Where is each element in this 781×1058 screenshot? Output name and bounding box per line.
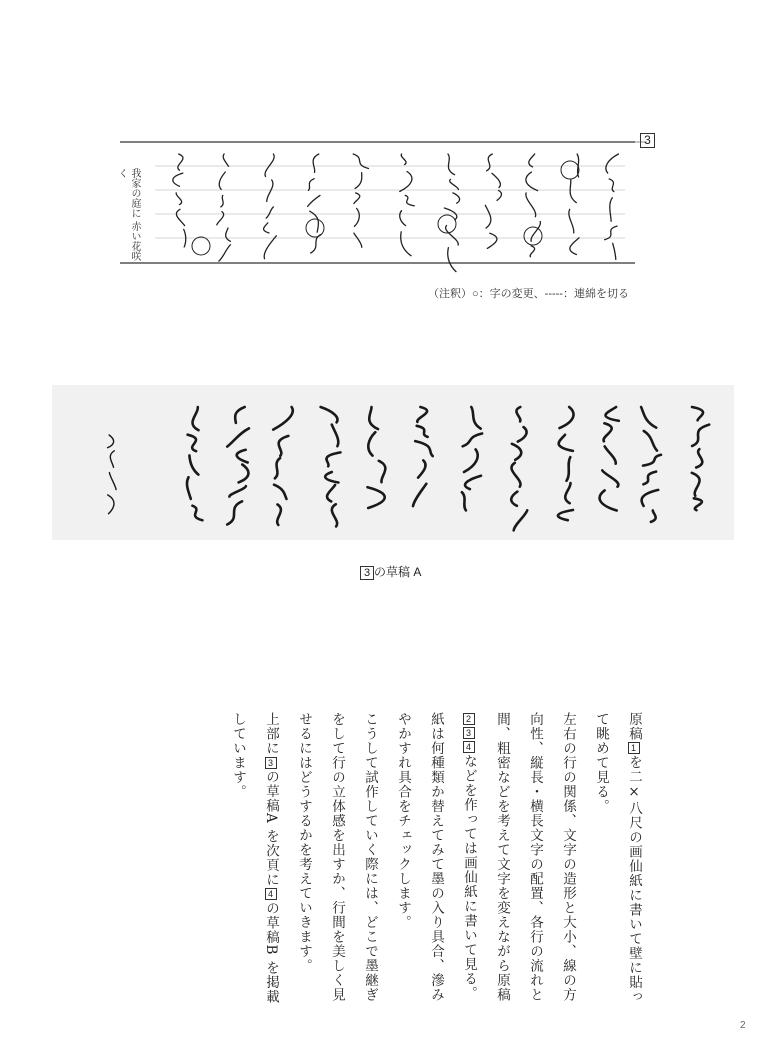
draft-3-number-badge: 3 [640, 133, 655, 148]
body-text-run: の草稿A を次頁に [263, 769, 279, 888]
correction-circle [192, 237, 210, 255]
draft-3-brush-column [173, 154, 186, 247]
body-text-run: 紙は何種類か替えてみて墨の入り具合、滲みやかすれ具合をチェックします。 [395, 712, 444, 1002]
manuscript-number-badge: 4 [463, 741, 475, 753]
body-text-run: の草稿B を掲載しています。 [230, 712, 279, 1005]
manuscript-number-badge: 3 [265, 757, 277, 769]
draft-3-brush-column [400, 154, 415, 256]
manuscript-number-badge: 3 [463, 727, 475, 739]
draft-3-manuscript [115, 128, 655, 273]
correction-circle [561, 161, 579, 179]
draft-a-caption-text: の草稿 A [374, 565, 422, 579]
draft-3-brush-column [353, 154, 368, 247]
draft-a-brush-drawing [52, 385, 734, 540]
body-text-run: こうして試作していく際には、どこで墨継ぎをして行の立体感を出すか、行間を美しく見せるにはどうするかを考えていきます。 [296, 712, 378, 1002]
draft-a-number-badge: 3 [360, 566, 374, 580]
annotation-legend [428, 285, 629, 301]
manuscript-number-badge: 1 [628, 742, 640, 754]
manuscript-number-badge: 2 [463, 713, 475, 725]
dash-mark-meaning: ：連綿を切る [562, 288, 629, 300]
draft-a-brush-column [413, 407, 433, 506]
circle-mark-meaning: ：字の変更、 [478, 288, 545, 300]
dash-mark-icon: ----- [544, 288, 563, 300]
draft-a-signature-strokes [108, 435, 117, 514]
draft-3-brush-column [526, 154, 541, 257]
body-text-vertical [140, 712, 650, 1012]
draft-a-brush-column [692, 407, 709, 510]
draft-a-brush-column [321, 407, 341, 527]
body-text-run: などを作っては画仙紙に書いて見る。 [461, 754, 477, 1001]
draft-a-brush-column [558, 407, 574, 520]
draft-3-brush-column [264, 154, 277, 259]
body-text-run: 上部に [263, 712, 279, 756]
draft-3-brush-column [444, 154, 459, 272]
draft-3-brush-column [485, 154, 501, 248]
draft-a-brush-column [227, 407, 249, 525]
draft-a-brush-column [641, 407, 661, 522]
draft-a-caption [360, 563, 421, 580]
correction-circle [306, 219, 324, 237]
body-paragraph [221, 712, 287, 1012]
body-paragraph [386, 712, 452, 1012]
draft-3-brush-column [605, 154, 619, 259]
body-paragraph [584, 712, 650, 1012]
draft-a-calligraphy-panel [52, 385, 734, 540]
draft-a-brush-column [462, 407, 482, 510]
draft-a-brush-column [187, 407, 202, 520]
manuscript-number-badge: 4 [265, 888, 277, 900]
draft-3-drawing [115, 128, 655, 273]
draft-3-brush-column [217, 154, 231, 261]
draft-3-brush-column [569, 154, 579, 255]
body-paragraph [287, 712, 386, 1012]
draft-a-brush-column [368, 407, 386, 508]
draft-a-brush-column [511, 407, 527, 530]
draft-3-signature: 我家の庭に 赤い花咲く [116, 168, 140, 262]
draft-a-brush-column [273, 407, 293, 525]
body-text-run: を二×八尺の画仙紙に書いて壁に貼って眺めて見る。 [593, 712, 642, 1004]
annotation-prefix: （注釈） [428, 288, 472, 300]
body-paragraph [452, 712, 584, 1012]
body-text-run: 左右の行の関係、文字の造形と大小、線の方向性、縦長・横長文字の配置、各行の流れと間、粗密などを考えて文字を変えながら原稿 [494, 712, 576, 1002]
page-number: 2 [740, 1020, 746, 1031]
circle-mark-icon: ○ [472, 288, 479, 300]
body-text-run: 原稿 [626, 712, 642, 741]
draft-a-brush-column [600, 407, 619, 511]
